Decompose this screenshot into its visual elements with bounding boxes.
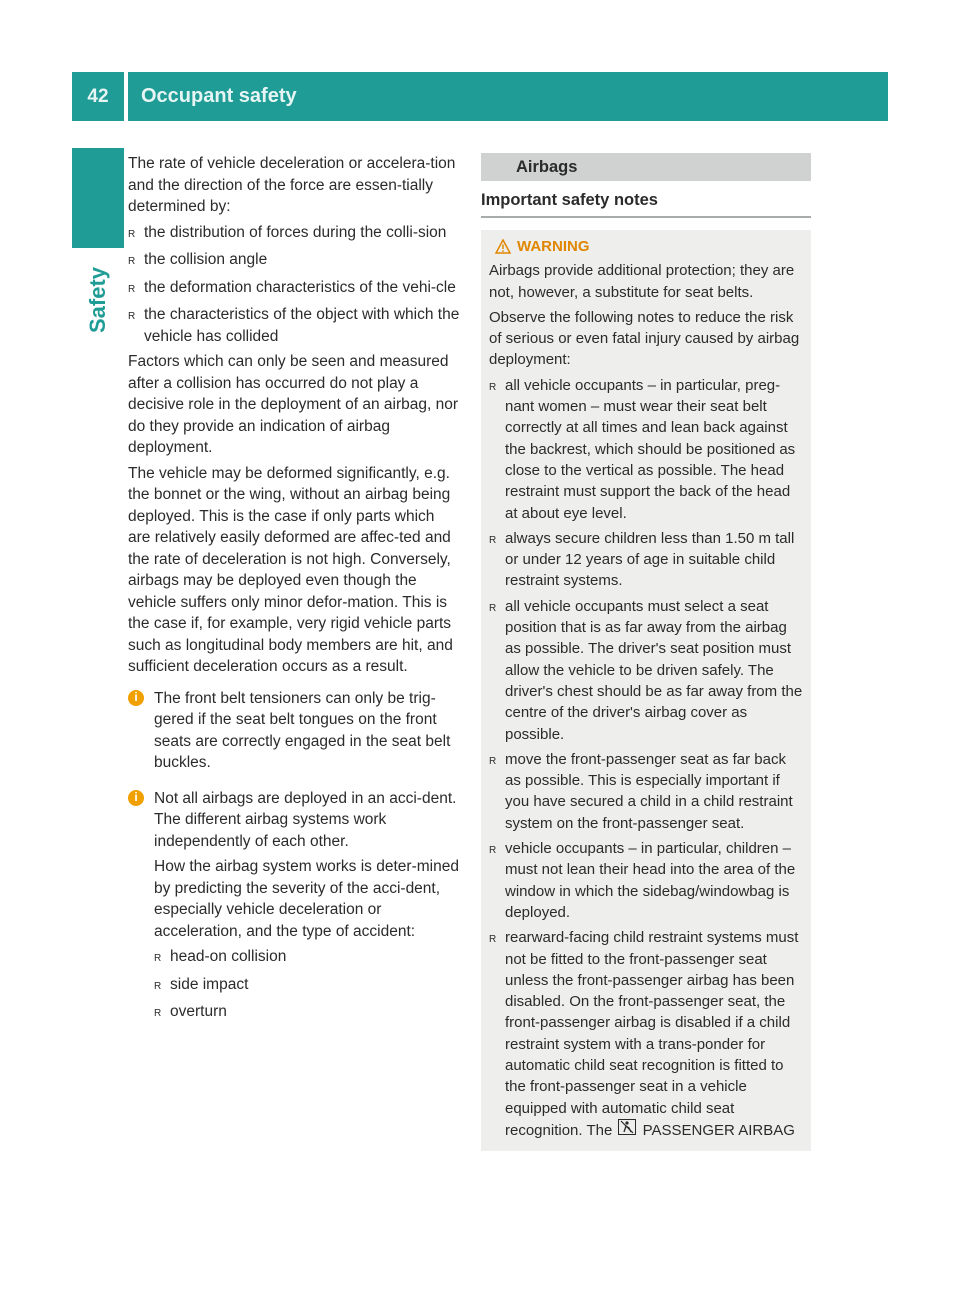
bullet-icon: R (128, 311, 136, 322)
warning-triangle-icon (495, 239, 511, 254)
list-item (489, 749, 803, 834)
sidebar-tab-block (72, 148, 124, 248)
warning-text: Observe the following notes to reduce the risk of serious or even fatal injury caused by airbag deployment: (489, 308, 800, 369)
right-column (481, 153, 811, 1151)
list-item (489, 596, 803, 745)
warning-box (481, 230, 811, 1151)
bullet-icon: R (154, 1008, 162, 1019)
bullet-icon: R (128, 283, 136, 295)
list-item-text: the deformation characteristics of the vehi-cle (144, 278, 456, 296)
info-icon: i (128, 790, 144, 806)
list-item-text: the collision angle (144, 251, 268, 268)
list-item-text: all vehicle occupants – in particular, preg-nant women – must wear their seat belt correctly at all times and lean back against the backrest, which should be positioned as close to the vertical as possible. The head restraint must support the back of the head at about eye level. (505, 376, 796, 522)
section-heading: Airbags (481, 153, 811, 181)
list-item (154, 974, 460, 998)
info-text: Not all airbags are deployed in an acci-dent. The different airbag systems work independently of each other. (154, 789, 457, 850)
list-item-text: move the front-passenger seat as far back as possible. This is especially important if you have secured a child in a child restraint system on the front-passenger seat. (505, 750, 793, 832)
paragraph: Factors which can only be seen and measured after a collision has occurred do not play a decisive role in the deployment of an airbag, nor do they provide an indication of airbag deployment. (128, 353, 459, 456)
list-item-text-part: PASSENGER AIRBAG (642, 1121, 795, 1139)
warning-label: WARNING (517, 238, 590, 255)
bullet-icon: R (128, 228, 136, 240)
list-item-text: all vehicle occupants must select a seat position that is as far away from the airbag as possible. The driver's seat position must allow the vehicle to be driven safely. The driver's chest should be as far away from the centre of the driver's airbag cover as possible. (505, 597, 803, 743)
list-item (489, 528, 803, 592)
bullet-icon: R (489, 845, 497, 857)
intro-paragraph: The rate of vehicle deceleration or accelera-tion and the direction of the force are essen-tially determined by: (128, 155, 456, 215)
list-item (489, 838, 803, 923)
list-item (154, 946, 460, 970)
list-item (128, 249, 460, 273)
list-item (128, 304, 460, 347)
page-number: 42 (72, 72, 124, 121)
bullet-icon: R (489, 934, 497, 946)
list-item (489, 375, 803, 524)
chapter-title: Occupant safety (128, 72, 888, 121)
list-item-text-part: rearward-facing child restraint systems must not be fitted to the front-passenger seat unless the front-passenger airbag has been disabled. On the front-passenger seat, the front-passenger airbag is disabled if a child restraint system with a trans-ponder for automatic child seat recognition is fitted to the front-passenger seat in a vehicle equipped with automatic child seat recognition. The (505, 929, 799, 1139)
list-item (128, 222, 460, 246)
bullet-icon: R (489, 381, 497, 393)
info-text: The front belt tensioners can only be trig-gered if the seat belt tongues on the front seats are correctly engaged in the seat belt buckles. (154, 689, 451, 771)
sidebar-label (72, 250, 124, 350)
warning-text: Airbags provide additional protection; they are not, however, a substitute for seat belts. (489, 262, 795, 301)
list-item-text: side impact (170, 975, 249, 993)
list-item-text: always secure children less than 1.50 m tall or under 12 years of age in suitable child restraint systems. (505, 529, 795, 590)
list-item-text: vehicle occupants – in particular, children – must not lean their head into the area of the window in which the sidebag/windowbag is deployed. (505, 840, 796, 921)
passenger-airbag-off-icon (616, 1119, 638, 1141)
left-column (128, 153, 460, 1033)
list-item (489, 927, 803, 1141)
bullet-icon: R (489, 534, 497, 546)
list-item-text: overturn (170, 1003, 227, 1020)
list-item-text: the distribution of forces during the colli-sion (144, 223, 447, 241)
list-item-text (505, 927, 803, 1141)
paragraph: The vehicle may be deformed significantly, e.g. the bonnet or the wing, without an airbag being deployed. This is the case if only parts which are relatively easily deformed are affec-ted and the rate of deceleration is not high. Conversely, airbags may be deployed even though the vehicle suffers only minor defor-mation. This is the case if, for example, very rigid vehicle parts such as longitudinal body members are hit, and sufficient deceleration occurs as a result. (128, 464, 453, 675)
bullet-icon: R (154, 980, 162, 992)
bullet-icon: R (128, 256, 136, 267)
warning-header (489, 236, 803, 257)
info-note (128, 688, 460, 778)
bullet-icon: R (154, 953, 162, 964)
list-item (154, 1001, 460, 1025)
info-icon: i (128, 690, 144, 706)
list-item-text: the characteristics of the object with which the vehicle has collided (144, 306, 460, 345)
info-text: How the airbag system works is deter-mined by predicting the severity of the acci-dent, especially vehicle deceleration or acceleration, and the type of accident: (154, 858, 459, 940)
subsection-heading: Important safety notes (481, 191, 811, 218)
info-note (128, 788, 460, 1029)
bullet-icon: R (489, 755, 497, 767)
list-item (128, 277, 460, 301)
bullet-icon: R (489, 602, 497, 614)
sidebar-label-text: Safety (85, 266, 111, 334)
list-item-text: head-on collision (170, 948, 287, 965)
